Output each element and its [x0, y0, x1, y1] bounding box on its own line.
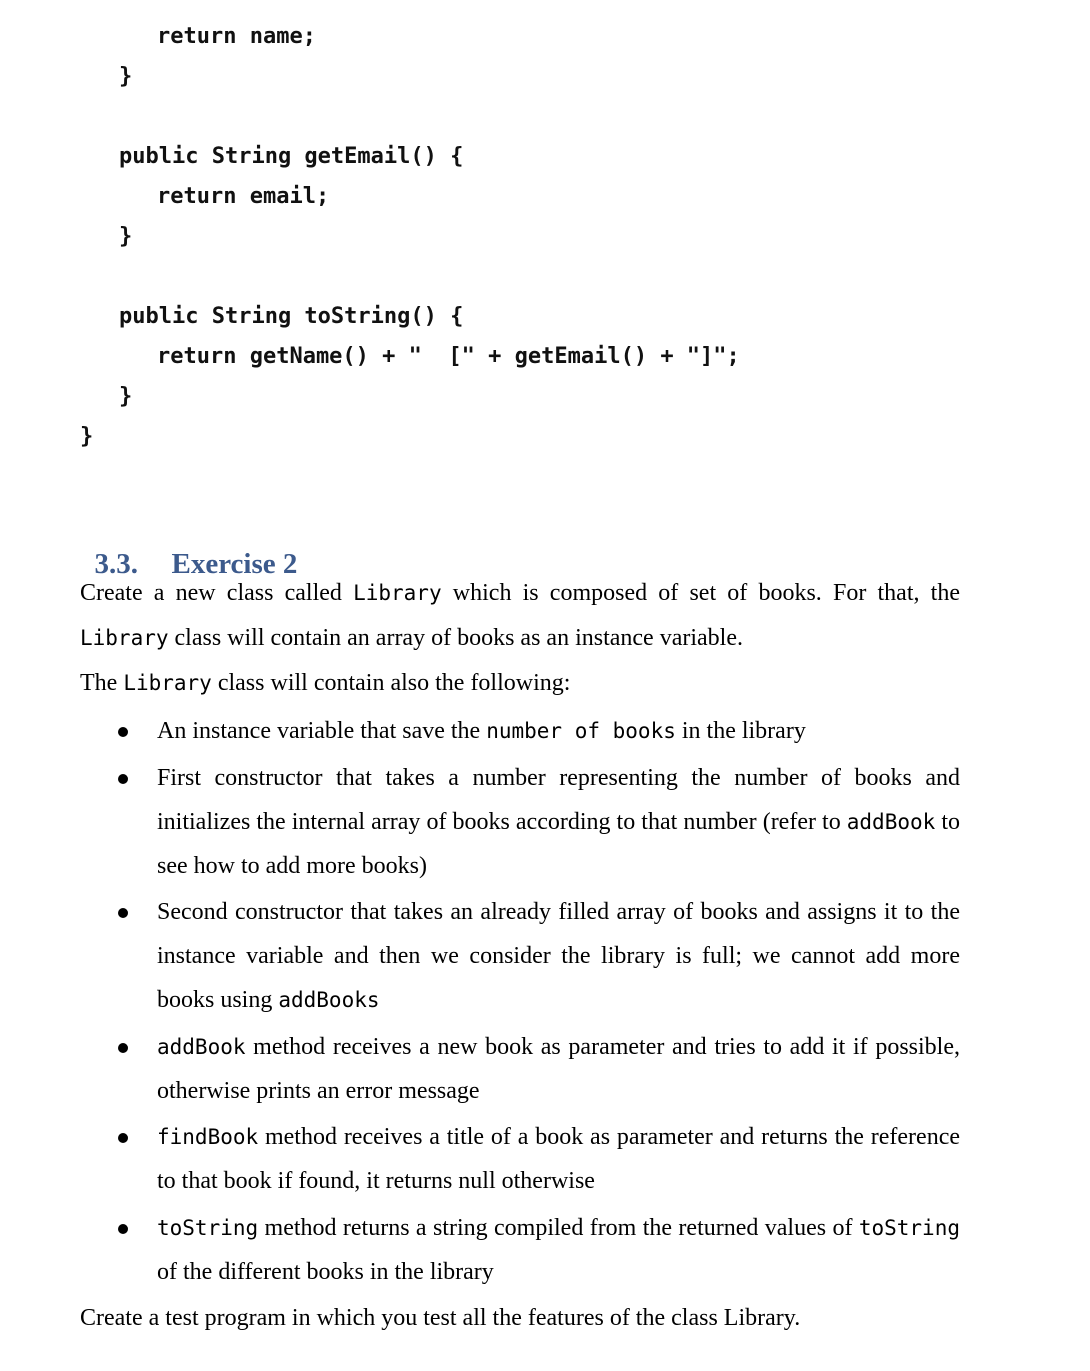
code-line-close-brace: }: [119, 224, 133, 249]
bullet-text-part: method returns a string compiled from the returned values of: [258, 1215, 859, 1241]
section-title: Exercise 2: [171, 548, 298, 580]
code-line-close-brace: }: [119, 384, 133, 409]
bullet-text-part: of the different books in the library: [157, 1259, 494, 1285]
bullet-text: [157, 709, 960, 753]
bullet-text-part: An instance variable that save the: [157, 718, 487, 744]
bullet-text: [157, 890, 960, 1022]
bullet-text-part: method receives a title of a book as parameter and returns the reference to that book if found, it returns null otherwise: [157, 1124, 960, 1194]
bullet-text-part: in the library: [675, 718, 806, 744]
code-line-to-string-signature: public String toString() {: [119, 304, 464, 329]
intro-text: Create a new class called: [80, 580, 354, 606]
bullet-text-part: to see how to add more books): [157, 809, 961, 879]
code-line-return-name: return name;: [157, 24, 316, 49]
intro-text: class will contain also the following:: [211, 670, 571, 696]
bullet-dot: [118, 908, 128, 918]
inline-code: Library: [80, 626, 169, 650]
bullet-dot: [118, 1133, 128, 1143]
bullet-dot: [118, 774, 128, 784]
bullet-dot: [118, 1043, 128, 1053]
code-line-return-to-string: return getName() + " [" + getEmail() + "]";: [157, 344, 740, 369]
intro-text: which is composed of set of books. For that, the: [441, 580, 960, 606]
bullet-text-part: Second constructor that takes an already filled array of books and assigns it to the instance variable and then we consider the library is full; we cannot add more books using: [157, 899, 960, 1013]
intro-text: The: [80, 670, 124, 696]
section-number: 3.3.: [94, 548, 138, 580]
code-line-return-email: return email;: [157, 184, 330, 209]
bullet-text: [157, 756, 960, 888]
inline-code: findBook: [157, 1125, 259, 1149]
bullet-text: [157, 1115, 960, 1203]
intro-paragraph-2: [80, 661, 960, 706]
inline-code: Library: [123, 671, 212, 695]
intro-paragraph: [80, 571, 960, 661]
bullet-text: [157, 1025, 960, 1113]
bullet-text-part: First constructor that takes a number representing the number of books and initializes the internal array of books according to that number (refer to: [157, 765, 960, 835]
inline-code: number of books: [486, 719, 676, 743]
inline-code: addBook: [846, 810, 936, 834]
intro-text: class will contain an array of books as an instance variable.: [168, 625, 743, 651]
bullet-text-part: method receives a new book as parameter and tries to add it if possible, otherwise prints an error message: [157, 1034, 960, 1104]
inline-code: addBooks: [278, 988, 380, 1012]
bullet-dot: [118, 1224, 128, 1234]
inline-code: toString: [157, 1216, 259, 1240]
inline-code: addBook: [157, 1035, 246, 1059]
inline-code: toString: [858, 1216, 960, 1240]
bullet-text: [157, 1206, 960, 1294]
closing-paragraph: Create a test program in which you test all the features of the class Library.: [80, 1305, 801, 1331]
code-line-class-close-brace: }: [80, 424, 94, 449]
code-line-close-brace: }: [119, 64, 133, 89]
bullet-dot: [118, 727, 128, 737]
code-line-get-email-signature: public String getEmail() {: [119, 144, 464, 169]
inline-code: Library: [353, 581, 442, 605]
